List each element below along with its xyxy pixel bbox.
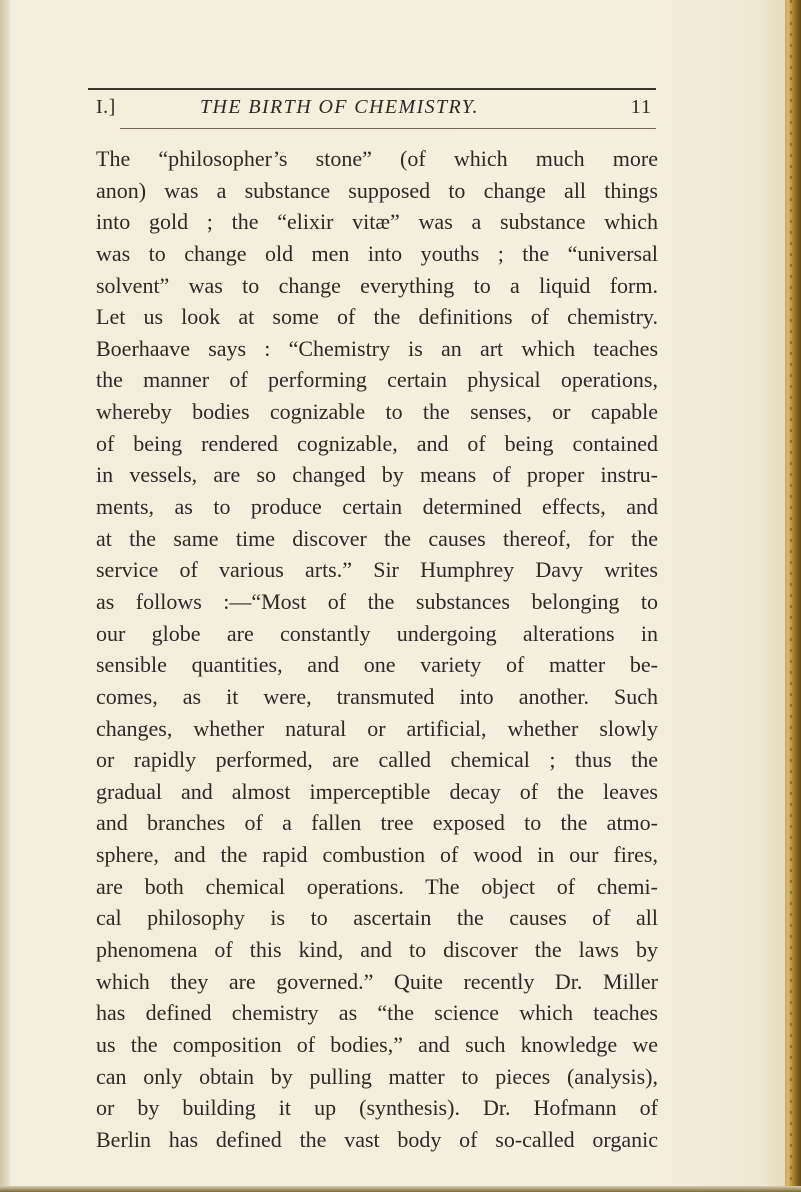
text-line: was to change old men into youths ; the “universal xyxy=(96,240,658,266)
header-rule-bottom xyxy=(120,128,656,129)
text-line: whereby bodies cognizable to the senses, or capable xyxy=(96,399,658,425)
header-rule-top xyxy=(88,88,656,90)
text-line: can only obtain by pulling matter to pieces (analysis), xyxy=(96,1063,658,1089)
text-line: our globe are constantly undergoing alterations in xyxy=(96,620,658,646)
text-line: sphere, and the rapid combustion of wood in our fires, xyxy=(96,842,658,868)
text-line: comes, as it were, transmuted into another. Such xyxy=(96,683,658,709)
text-line: anon) was a substance supposed to change all things xyxy=(96,177,658,203)
text-line: as follows :—“Most of the substances belonging to xyxy=(96,588,658,614)
text-line: in vessels, are so changed by means of proper instru- xyxy=(96,462,658,488)
text-line: the manner of performing certain physical operations, xyxy=(96,367,658,393)
text-line: or rapidly performed, are called chemical ; thus the xyxy=(96,747,658,773)
text-line: solvent” was to change everything to a liquid form. xyxy=(96,272,658,298)
text-line: Boerhaave says : “Chemistry is an art which teaches xyxy=(96,335,658,361)
body-text xyxy=(96,143,658,1156)
text-line: at the same time discover the causes thereof, for the xyxy=(96,525,658,551)
page-bottom-edge xyxy=(0,1186,801,1192)
text-line: Let us look at some of the definitions of chemistry. xyxy=(96,304,658,330)
running-title: THE BIRTH OF CHEMISTRY. xyxy=(200,96,479,118)
page-number: 11 xyxy=(630,96,652,118)
text-line: sensible quantities, and one variety of matter be- xyxy=(96,652,658,678)
text-line: which they are governed.” Quite recently Dr. Miller xyxy=(96,968,658,994)
text-line: service of various arts.” Sir Humphrey Davy writes xyxy=(96,557,658,583)
text-line: has defined chemistry as “the science which teaches xyxy=(96,1000,658,1026)
text-line: are both chemical operations. The object of chemi- xyxy=(96,873,658,899)
text-line: ments, as to produce certain determined effects, and xyxy=(96,494,658,520)
text-line: and branches of a fallen tree exposed to the atmo- xyxy=(96,810,658,836)
page-left-edge xyxy=(0,0,10,1192)
text-line: phenomena of this kind, and to discover the laws by xyxy=(96,937,658,963)
text-line: The “philosopher’s stone” (of which much more xyxy=(96,146,658,171)
text-line: gradual and almost imperceptible decay of the leaves xyxy=(96,778,658,804)
chapter-number: I.] xyxy=(96,96,116,118)
running-head xyxy=(96,96,656,122)
text-line: or by building it up (synthesis). Dr. Hofmann of xyxy=(96,1095,658,1121)
text-line: of being rendered cognizable, and of being contained xyxy=(96,430,658,456)
book-spine xyxy=(785,0,801,1192)
text-line: changes, whether natural or artificial, whether slowly xyxy=(96,715,658,741)
text-line: Berlin has defined the vast body of so-called organic xyxy=(96,1126,658,1152)
text-line: cal philosophy is to ascertain the causes of all xyxy=(96,905,658,931)
text-line: into gold ; the “elixir vitæ” was a substance which xyxy=(96,209,658,235)
text-line: us the composition of bodies,” and such knowledge we xyxy=(96,1031,658,1057)
